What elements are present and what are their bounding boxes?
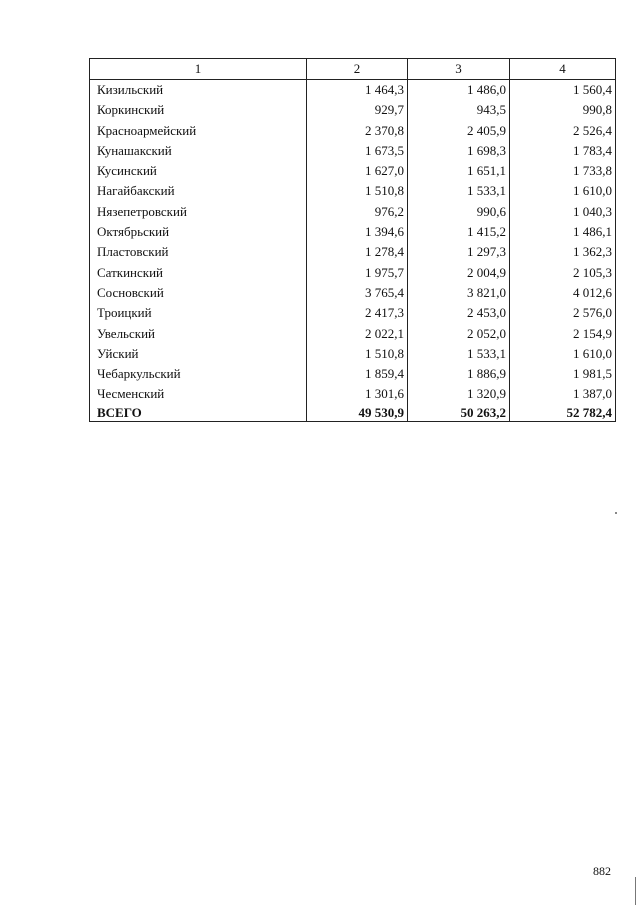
table-row <box>90 344 616 364</box>
table-row <box>90 161 616 181</box>
value-cell: 1 464,3 <box>307 80 408 101</box>
value-cell: 1 486,0 <box>408 80 510 101</box>
value-cell: 1 673,5 <box>307 141 408 161</box>
district-name-cell: Кизильский <box>90 80 307 101</box>
table-row <box>90 141 616 161</box>
value-cell: 1 533,1 <box>408 344 510 364</box>
total-cell: 50 263,2 <box>408 405 510 422</box>
value-cell: 2 370,8 <box>307 121 408 141</box>
value-cell: 2 105,3 <box>510 263 616 283</box>
value-cell: 1 560,4 <box>510 80 616 101</box>
table-row <box>90 384 616 404</box>
table-row <box>90 242 616 262</box>
value-cell: 1 387,0 <box>510 384 616 404</box>
value-cell: 1 981,5 <box>510 364 616 384</box>
table-row <box>90 121 616 141</box>
value-cell: 1 394,6 <box>307 222 408 242</box>
value-cell: 1 733,8 <box>510 161 616 181</box>
district-name-cell: Уйский <box>90 344 307 364</box>
value-cell: 1 040,3 <box>510 202 616 222</box>
value-cell: 990,8 <box>510 100 616 120</box>
header-row <box>90 59 616 80</box>
district-name-cell: Пластовский <box>90 242 307 262</box>
value-cell: 1 297,3 <box>408 242 510 262</box>
value-cell: 1 610,0 <box>510 181 616 201</box>
value-cell: 976,2 <box>307 202 408 222</box>
table-row <box>90 324 616 344</box>
column-header-2: 2 <box>307 59 408 80</box>
district-name-cell: Коркинский <box>90 100 307 120</box>
value-cell: 2 526,4 <box>510 121 616 141</box>
district-name-cell: Чебаркульский <box>90 364 307 384</box>
value-cell: 1 510,8 <box>307 344 408 364</box>
total-cell: 49 530,9 <box>307 405 408 422</box>
value-cell: 929,7 <box>307 100 408 120</box>
district-name-cell: Кунашакский <box>90 141 307 161</box>
value-cell: 1 627,0 <box>307 161 408 181</box>
table-row <box>90 202 616 222</box>
scan-edge-line <box>635 877 636 905</box>
column-header-1: 1 <box>90 59 307 80</box>
total-label: ВСЕГО <box>90 405 307 422</box>
value-cell: 2 576,0 <box>510 303 616 323</box>
value-cell: 1 362,3 <box>510 242 616 262</box>
value-cell: 990,6 <box>408 202 510 222</box>
table-row <box>90 181 616 201</box>
value-cell: 1 533,1 <box>408 181 510 201</box>
table-row <box>90 283 616 303</box>
value-cell: 2 417,3 <box>307 303 408 323</box>
value-cell: 1 651,1 <box>408 161 510 181</box>
value-cell: 2 154,9 <box>510 324 616 344</box>
table-row <box>90 364 616 384</box>
column-header-4: 4 <box>510 59 616 80</box>
table-row <box>90 222 616 242</box>
value-cell: 2 405,9 <box>408 121 510 141</box>
table-row <box>90 303 616 323</box>
value-cell: 1 859,4 <box>307 364 408 384</box>
table-row <box>90 100 616 120</box>
value-cell: 1 320,9 <box>408 384 510 404</box>
value-cell: 1 975,7 <box>307 263 408 283</box>
district-name-cell: Увельский <box>90 324 307 344</box>
district-name-cell: Сосновский <box>90 283 307 303</box>
district-name-cell: Нагайбакский <box>90 181 307 201</box>
page-number: 882 <box>593 864 611 878</box>
data-table <box>89 58 616 422</box>
value-cell: 3 821,0 <box>408 283 510 303</box>
value-cell: 1 886,9 <box>408 364 510 384</box>
value-cell: 1 698,3 <box>408 141 510 161</box>
district-name-cell: Троицкий <box>90 303 307 323</box>
value-cell: 943,5 <box>408 100 510 120</box>
district-name-cell: Саткинский <box>90 263 307 283</box>
value-cell: 1 278,4 <box>307 242 408 262</box>
scan-speck <box>615 512 617 514</box>
district-name-cell: Кусинский <box>90 161 307 181</box>
value-cell: 1 415,2 <box>408 222 510 242</box>
table-row <box>90 80 616 101</box>
value-cell: 1 783,4 <box>510 141 616 161</box>
total-row <box>90 405 616 422</box>
table-row <box>90 263 616 283</box>
value-cell: 3 765,4 <box>307 283 408 303</box>
value-cell: 2 052,0 <box>408 324 510 344</box>
value-cell: 1 510,8 <box>307 181 408 201</box>
value-cell: 2 453,0 <box>408 303 510 323</box>
value-cell: 2 004,9 <box>408 263 510 283</box>
value-cell: 1 486,1 <box>510 222 616 242</box>
value-cell: 1 301,6 <box>307 384 408 404</box>
total-cell: 52 782,4 <box>510 405 616 422</box>
value-cell: 4 012,6 <box>510 283 616 303</box>
district-name-cell: Красноармейский <box>90 121 307 141</box>
value-cell: 2 022,1 <box>307 324 408 344</box>
district-name-cell: Октябрьский <box>90 222 307 242</box>
value-cell: 1 610,0 <box>510 344 616 364</box>
district-name-cell: Чесменский <box>90 384 307 404</box>
column-header-3: 3 <box>408 59 510 80</box>
district-name-cell: Нязепетровский <box>90 202 307 222</box>
